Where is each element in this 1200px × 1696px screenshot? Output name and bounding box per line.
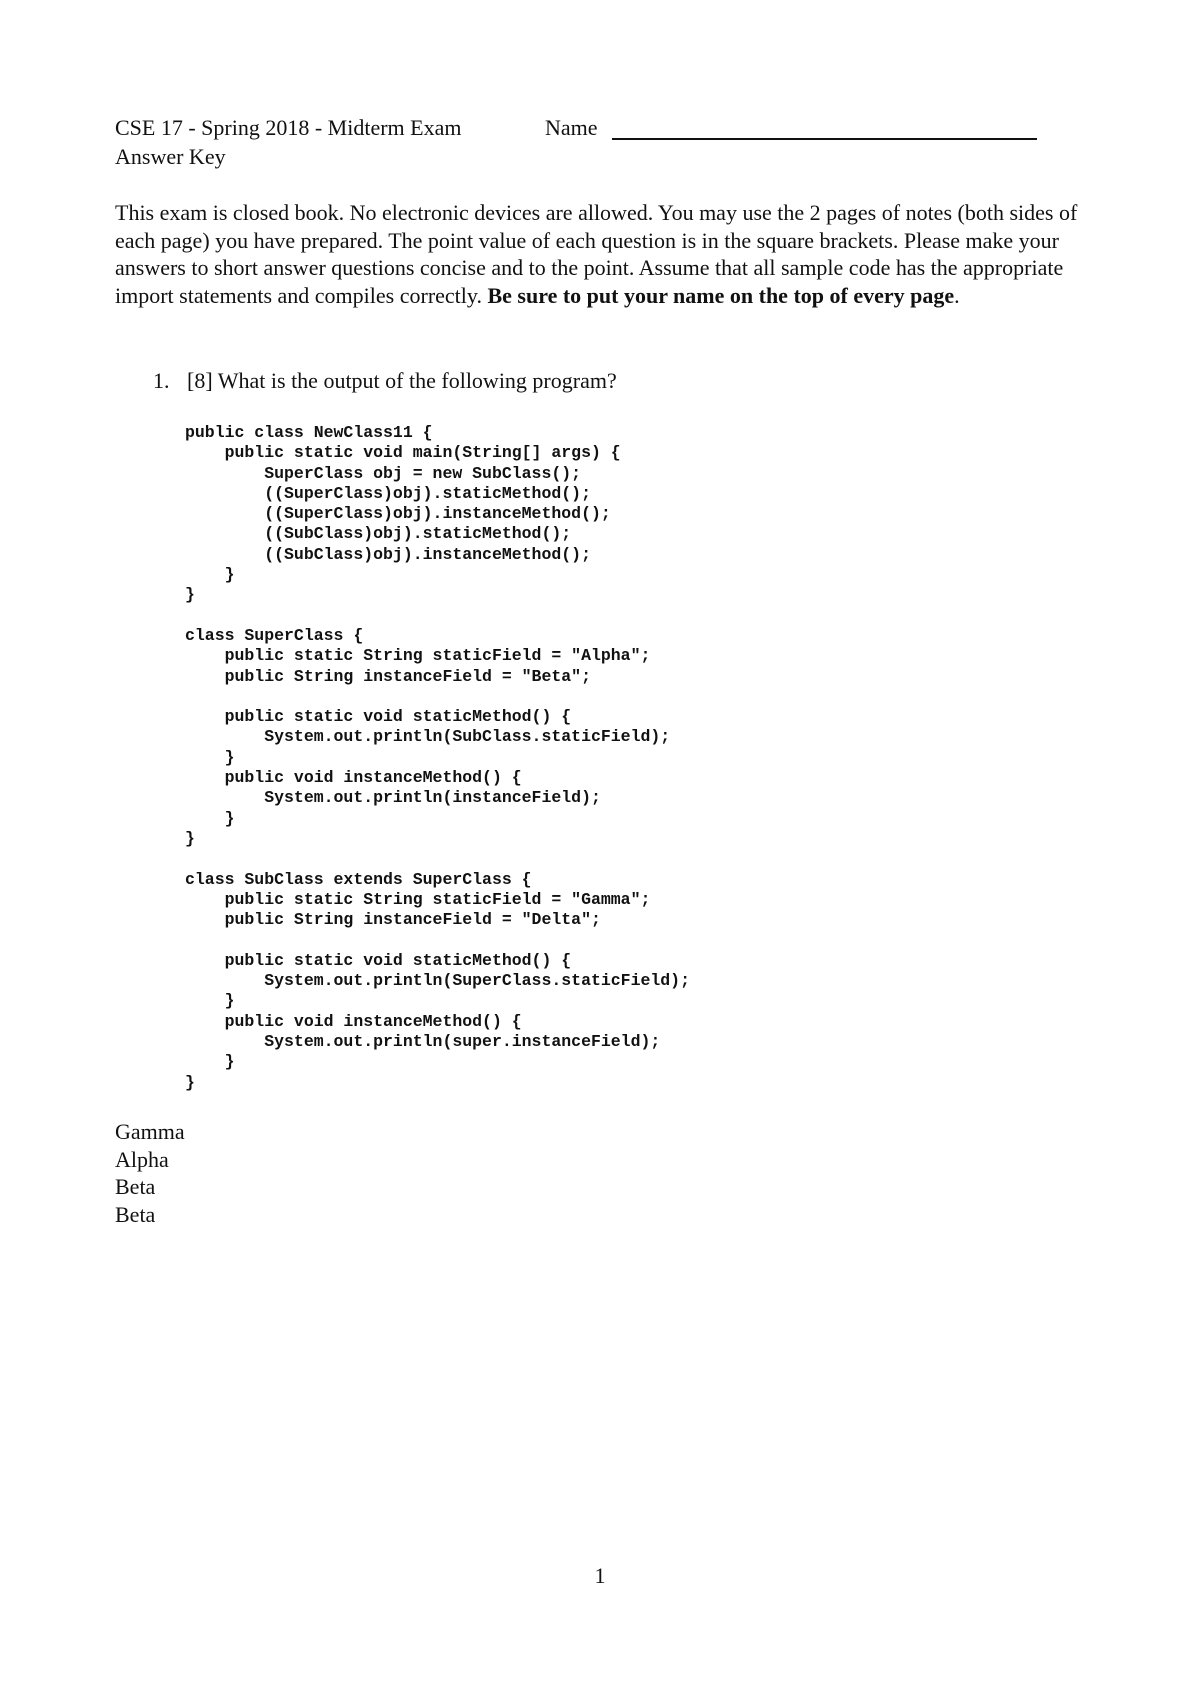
code-line: }: [185, 991, 235, 1011]
code-line: }: [185, 747, 235, 767]
code-line: public static String staticField = "Gamma";: [185, 889, 651, 909]
code-line: public void instanceMethod() {: [185, 1011, 522, 1031]
question-number: 1.: [153, 368, 170, 393]
code-line: [185, 930, 690, 950]
code-line: }: [185, 585, 195, 605]
answer-line: Gamma: [115, 1119, 185, 1144]
instructions-emphasis: Be sure to put your name on the top of every page: [487, 282, 955, 308]
page-number: 1: [594, 1563, 606, 1588]
instructions-text: This exam is closed book. No electronic devices are allowed. You may use the 2 pages of notes (both sides of each page) you have prepared. The point value of each question is in the square brackets. Please make your answers to short answer questions concise and to the point. Assume that all sample code has the appropriate import statements and compiles correctly.: [115, 200, 1078, 308]
code-line: public static void staticMethod() {: [185, 950, 572, 970]
code-line: class SubClass extends SuperClass {: [185, 869, 532, 889]
instructions-paragraph: [115, 199, 1090, 309]
code-line: ((SubClass)obj).instanceMethod();: [185, 544, 591, 564]
code-line: }: [185, 1052, 235, 1072]
code-line: System.out.println(instanceField);: [185, 788, 601, 808]
code-line: [185, 849, 690, 869]
code-line: class SuperClass {: [185, 625, 364, 645]
code-line: public class NewClass11 {: [185, 423, 433, 442]
code-line: public static void main(String[] args) {: [185, 443, 621, 463]
code-line: ((SuperClass)obj).instanceMethod();: [185, 504, 611, 524]
code-line: }: [185, 828, 195, 848]
code-line: public static void staticMethod() {: [185, 707, 572, 727]
code-line: }: [185, 1072, 195, 1092]
answer-line: Beta: [115, 1174, 156, 1199]
answer-key-subtitle: Answer Key: [115, 144, 226, 169]
instructions-end: .: [954, 282, 960, 308]
code-line: ((SuperClass)obj).staticMethod();: [185, 483, 591, 503]
code-line: System.out.println(super.instanceField);: [185, 1031, 661, 1051]
code-line: ((SubClass)obj).staticMethod();: [185, 524, 572, 544]
answer-line: Alpha: [115, 1146, 169, 1172]
code-line: System.out.println(SubClass.staticField);: [185, 727, 671, 747]
exam-title: CSE 17 - Spring 2018 - Midterm Exam: [115, 115, 462, 140]
code-line: }: [185, 565, 235, 585]
code-line: SuperClass obj = new SubClass();: [185, 463, 582, 483]
name-blank-line: [612, 138, 1037, 140]
code-line: System.out.println(SuperClass.staticField);: [185, 971, 690, 991]
code-line: public static String staticField = "Alpha";: [185, 646, 651, 666]
code-line: public String instanceField = "Delta";: [185, 910, 601, 930]
code-line: public void instanceMethod() {: [185, 768, 522, 788]
answer-line: Beta: [115, 1201, 156, 1227]
code-line: public String instanceField = "Beta";: [185, 666, 591, 686]
code-line: }: [185, 808, 235, 828]
question-text: [8] What is the output of the following program?: [187, 368, 617, 393]
question-1: [153, 367, 617, 395]
code-block: [185, 423, 690, 1093]
answer-block: [115, 1118, 185, 1228]
code-line: [185, 606, 690, 626]
code-line: [185, 687, 690, 707]
name-label: Name: [545, 115, 598, 140]
